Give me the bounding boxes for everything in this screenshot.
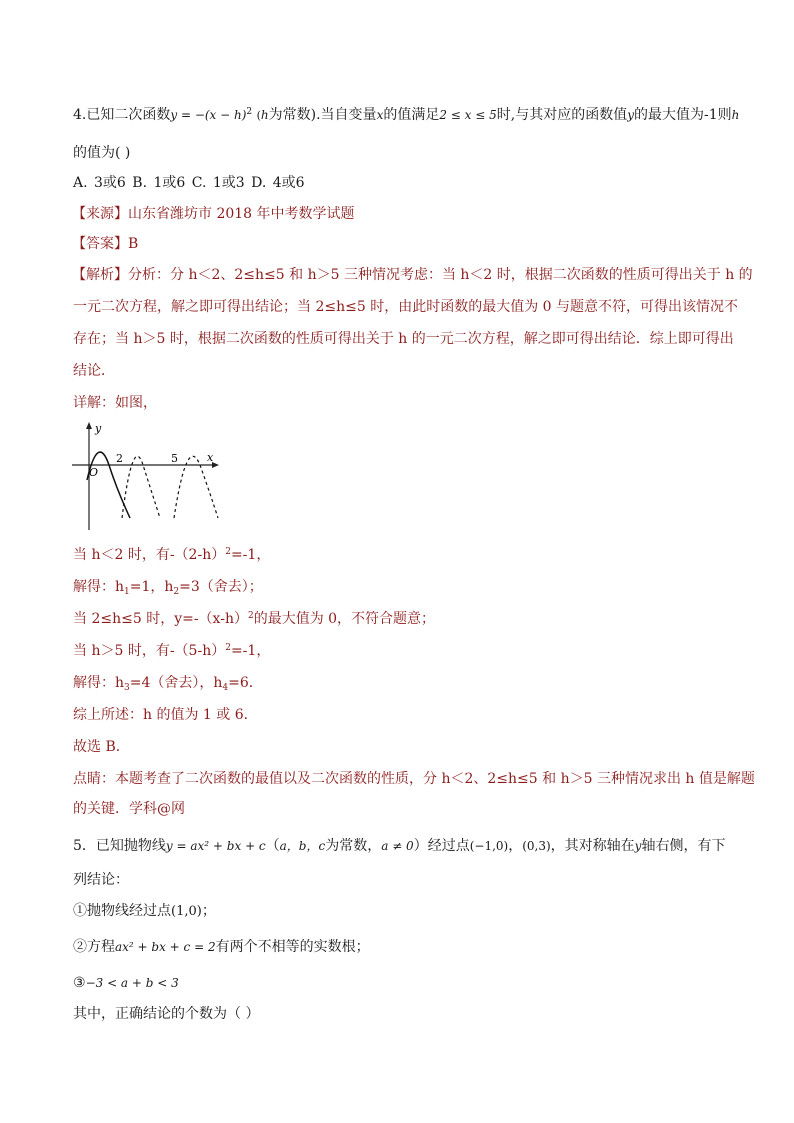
q4-source: 【来源】山东省潍坊市 2018 年中考数学试题 — [72, 206, 355, 222]
q5-conclusion1: ①抛物线经过点(1,0)； — [73, 903, 216, 919]
q4-choices: A. 3或6 B. 1或6 C. 1或3 D. 4或6 — [73, 175, 305, 191]
q4-parabola-figure — [70, 418, 220, 533]
q5-stem-line2: 列结论： — [73, 872, 129, 888]
q4-stem-text: 4.已知二次函数 — [73, 107, 171, 123]
q4-analysis-line2: 一元二次方程，解之即可得出结论；当 2≤h≤5 时，由此时函数的最大值为 0 与题意不符，可得出该情况不 — [73, 299, 738, 315]
q4-comment-line1: 点睛：本题考查了二次函数的最值以及二次函数的性质，分 h＜2、2≤h≤5 和 h＞5 三种情况求出 h 值是解题 — [73, 771, 755, 787]
y-axis-arrow-icon — [86, 422, 92, 429]
q4-choose: 故选 B． — [73, 739, 130, 755]
q4-detail-intro: 详解：如图， — [73, 395, 157, 411]
q4-domain-inequality: 2 ≤ x ≤ 5 — [439, 108, 497, 122]
q5-stem-line1: 5．已知抛物线y = ax² + bx + c（a，b，c为常数，a ≠ 0）经过点(−1,0)，(0,3)，其对称轴在y轴右侧，有下 — [73, 838, 726, 854]
q4-solution1: 解得：$h_1=1$，$h_2=3$（舍去）； — [73, 579, 263, 597]
q4-solution3: 解得：$h_3=4$（舍去），$h_4=6$． — [73, 675, 263, 693]
parabola-solid — [87, 452, 130, 518]
q4-analysis-line4: 结论． — [73, 363, 115, 379]
q5-parabola-formula: y = ax² + bx + c — [165, 839, 266, 853]
q5-conclusion2: ②方程ax² + bx + c = 2有两个不相等的实数根； — [73, 939, 370, 955]
origin-label: O — [89, 466, 99, 479]
tick-label-2: 2 — [116, 452, 123, 465]
q4-comment-line2: 的关键．学科@网 — [73, 801, 185, 817]
q4-case2: 当 2≤h≤5 时，$y=-(x-h)^2$的最大值为 0，不符合题意； — [73, 611, 436, 627]
x-axis-label: x — [207, 451, 214, 464]
q4-analysis-line3: 存在；当 h＞5 时，根据二次函数的性质可得出关于 h 的一元二次方程，解之即可得出结论．综上即可得出 — [73, 331, 734, 347]
tick-label-5: 5 — [171, 452, 178, 465]
q4-summary: 综上所述：h 的值为 1 或 6． — [73, 707, 258, 723]
q4-answer: 【答案】B — [72, 236, 139, 252]
q5-conclusion3: ③−3 < a + b < 3 — [73, 975, 179, 991]
q4-analysis-line1: 【解析】分析：分 h＜2、2≤h≤5 和 h＞5 三种情况考虑：当 h＜2 时，根据二次函数的性质可得出关于 h 的 — [72, 267, 753, 283]
q4-stem-line1: 4.已知二次函数$y = -(x - h)^2$ (h为常数).当自变量x的值满足2 ≤ x ≤ 5时,与其对应的函数值y的最大值为-1则h — [73, 107, 740, 123]
q4-case3: 当 h＞5 时，有$-(5-h)^2=-1$， — [73, 643, 271, 659]
q4-stem-line2: 的值为( ) — [73, 145, 131, 161]
q4-function-formula: y = −(x − h) — [170, 108, 247, 122]
y-axis-label: y — [95, 422, 102, 435]
q4-case1: 当 h＜2 时，有$-(2-h)^2=-1$， — [73, 547, 271, 563]
q4-formula-exponent: 2 — [246, 107, 253, 117]
q5-question: 其中，正确结论的个数为（ ） — [73, 1006, 260, 1022]
